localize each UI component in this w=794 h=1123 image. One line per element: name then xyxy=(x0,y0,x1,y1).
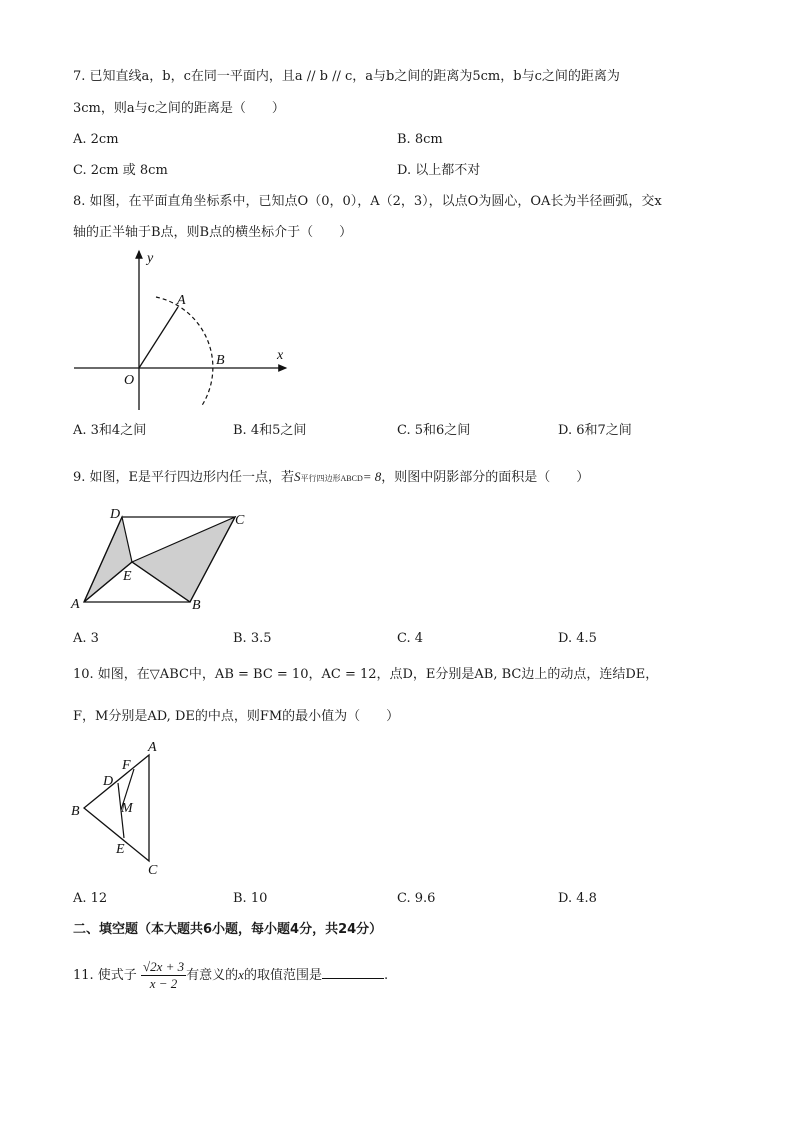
label-d: D xyxy=(103,774,114,789)
segment-oa xyxy=(139,307,178,368)
q11-fraction xyxy=(141,959,186,992)
q11-stem xyxy=(73,957,388,994)
arc-ob xyxy=(156,297,213,407)
q9-stem-prefix: 9. 如图，E是平行四边形内任一点，若 xyxy=(73,470,295,485)
q9-area-symbol: S xyxy=(294,469,301,484)
q9-parallelogram-figure xyxy=(68,505,258,615)
q10-option-c: C. 9.6 xyxy=(397,891,436,906)
label-a: A xyxy=(148,740,157,755)
q8-option-b: B. 4和5之间 xyxy=(233,423,307,438)
label-d: D xyxy=(110,507,121,522)
q9-option-d: D. 4.5 xyxy=(558,631,597,646)
label-a: A xyxy=(177,293,186,308)
q9-stem-suffix: ，则图中阴影部分的面积是（ ） xyxy=(381,470,590,485)
q9-stem xyxy=(73,468,589,488)
q11-answer-blank[interactable] xyxy=(322,965,384,979)
q7-option-d: D. 以上都不对 xyxy=(397,163,481,178)
label-m: M xyxy=(121,801,133,816)
section-2-heading: 二、填空题（本大题共6小题，每小题4分，共24分） xyxy=(73,922,383,937)
q11-prefix: 11. 使式子 xyxy=(73,968,137,983)
label-x: x xyxy=(277,348,284,363)
q7-stem-line1: 7. 已知直线a，b，c在同一平面内，且a // b // c，a与b之间的距离为5cm，b与c之间的距离为 xyxy=(73,69,620,84)
q11-suffix-b: 的取值范围是 xyxy=(243,968,322,983)
label-b: B xyxy=(71,804,80,819)
q10-option-a: A. 12 xyxy=(73,891,108,906)
q10-triangle-figure xyxy=(66,738,176,880)
q8-option-a: A. 3和4之间 xyxy=(73,423,147,438)
q8-stem-line1: 8. 如图，在平面直角坐标系中，已知点O（0，0），A（2，3），以点O为圆心，OA长为半径画弧，交x xyxy=(73,194,662,209)
q9-option-a: A. 3 xyxy=(73,631,99,646)
label-c: C xyxy=(148,863,158,878)
q10-option-d: D. 4.8 xyxy=(558,891,597,906)
q10-stem-line2: F，M分别是AD, DE的中点，则FM的最小值为（ ） xyxy=(73,709,400,724)
q11-variable: x xyxy=(238,967,244,982)
q9-area-value: = 8 xyxy=(362,469,382,484)
label-b: B xyxy=(192,598,201,613)
q11-end: . xyxy=(383,968,389,983)
label-y: y xyxy=(147,251,154,266)
q7-option-c: C. 2cm 或 8cm xyxy=(73,163,168,178)
q7-option-a: A. 2cm xyxy=(73,132,119,147)
label-e: E xyxy=(116,842,125,857)
label-c: C xyxy=(235,513,245,528)
q8-option-c: C. 5和6之间 xyxy=(397,423,471,438)
shaded-triangle-bce xyxy=(132,517,235,602)
q11-denominator: x − 2 xyxy=(149,976,178,991)
q10-stem-line1: 10. 如图，在▽ABC中，AB = BC = 10，AC = 12，点D，E分别是AB, BC边上的动点，连结DE， xyxy=(73,667,659,682)
label-b: B xyxy=(216,353,225,368)
q9-option-b: B. 3.5 xyxy=(233,631,272,646)
label-a: A xyxy=(71,597,80,612)
q8-option-d: D. 6和7之间 xyxy=(558,423,632,438)
q11-suffix-a: 有意义的 xyxy=(186,968,239,983)
label-e: E xyxy=(123,569,132,584)
q7-option-b: B. 8cm xyxy=(397,132,443,147)
label-o: O xyxy=(124,373,135,388)
q10-option-b: B. 10 xyxy=(233,891,268,906)
q7-stem-line2: 3cm，则a与c之间的距离是（ ） xyxy=(73,101,285,116)
q8-stem-line2: 轴的正半轴于B点，则B点的横坐标介于（ ） xyxy=(73,225,353,240)
q9-area-subscript: 平行四边形ABCD xyxy=(300,474,363,483)
q8-coordinate-figure xyxy=(70,245,300,415)
label-f: F xyxy=(122,758,131,773)
q9-option-c: C. 4 xyxy=(397,631,424,646)
shaded-triangle-ade xyxy=(84,517,132,602)
q11-numerator: √2x + 3 xyxy=(142,959,185,974)
